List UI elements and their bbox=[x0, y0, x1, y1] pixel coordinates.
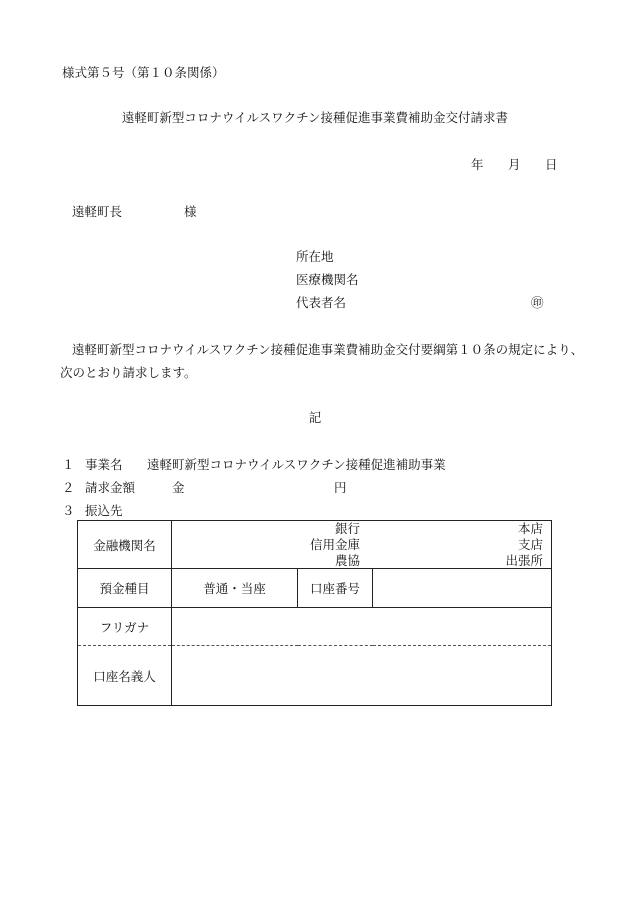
item-2-suffix: 円 bbox=[334, 480, 347, 495]
bank-name-cell[interactable] bbox=[172, 521, 552, 569]
ki-heading: 記 bbox=[308, 410, 322, 425]
holder-row bbox=[78, 646, 552, 706]
branch-type-main: 本店 bbox=[518, 521, 544, 536]
date-day: 日 bbox=[545, 157, 558, 172]
item-1-number: １ bbox=[62, 457, 75, 472]
item-3-number: ３ bbox=[62, 503, 75, 518]
item-1-label: 事業名 bbox=[85, 457, 123, 472]
seal-mark: ㊞ bbox=[531, 295, 544, 310]
bank-row bbox=[78, 521, 552, 569]
bank-info-table bbox=[77, 520, 552, 706]
bank-type-shinkin: 信用金庫 bbox=[310, 537, 361, 552]
item-2-prefix: 金 bbox=[172, 480, 185, 495]
addressee-name: 遠軽町長 bbox=[72, 204, 123, 219]
representative-label: 代表者名 bbox=[296, 295, 347, 310]
institution-header: 金融機関名 bbox=[78, 521, 172, 569]
form-number: 様式第５号（第１０条関係） bbox=[62, 65, 225, 80]
body-line-2: 次のとおり請求します。 bbox=[60, 365, 197, 380]
holder-header: 口座名義人 bbox=[78, 646, 172, 706]
account-number-header: 口座番号 bbox=[298, 569, 373, 608]
branch-type-office: 出張所 bbox=[505, 553, 544, 568]
item-1-value: 遠軽町新型コロナウイルスワクチン接種促進補助事業 bbox=[147, 457, 446, 472]
item-3-label: 振込先 bbox=[85, 503, 123, 518]
furigana-header: フリガナ bbox=[78, 608, 172, 646]
address-label: 所在地 bbox=[296, 249, 334, 264]
bank-type-bank: 銀行 bbox=[335, 521, 361, 536]
account-type-value[interactable]: 普通・当座 bbox=[172, 569, 298, 608]
account-number-field[interactable] bbox=[373, 569, 552, 608]
furigana-row bbox=[78, 608, 552, 646]
item-2-label: 請求金額 bbox=[85, 480, 136, 495]
institution-label: 医療機関名 bbox=[296, 272, 359, 287]
item-2-number: ２ bbox=[62, 480, 75, 495]
bank-type-nokyo: 農協 bbox=[335, 553, 361, 568]
date-year: 年 bbox=[471, 157, 484, 172]
branch-type-branch: 支店 bbox=[518, 537, 544, 552]
addressee-honorific: 様 bbox=[184, 204, 197, 219]
date-month: 月 bbox=[508, 157, 521, 172]
holder-field[interactable] bbox=[172, 646, 552, 706]
furigana-field[interactable] bbox=[172, 608, 552, 646]
document-title: 遠軽町新型コロナウイルスワクチン接種促進事業費補助金交付請求書 bbox=[121, 110, 509, 125]
account-row bbox=[78, 569, 552, 608]
body-line-1: 遠軽町新型コロナウイルスワクチン接種促進事業費補助金交付要綱第１０条の規定により、 bbox=[72, 342, 584, 357]
account-type-header: 預金種目 bbox=[78, 569, 172, 608]
